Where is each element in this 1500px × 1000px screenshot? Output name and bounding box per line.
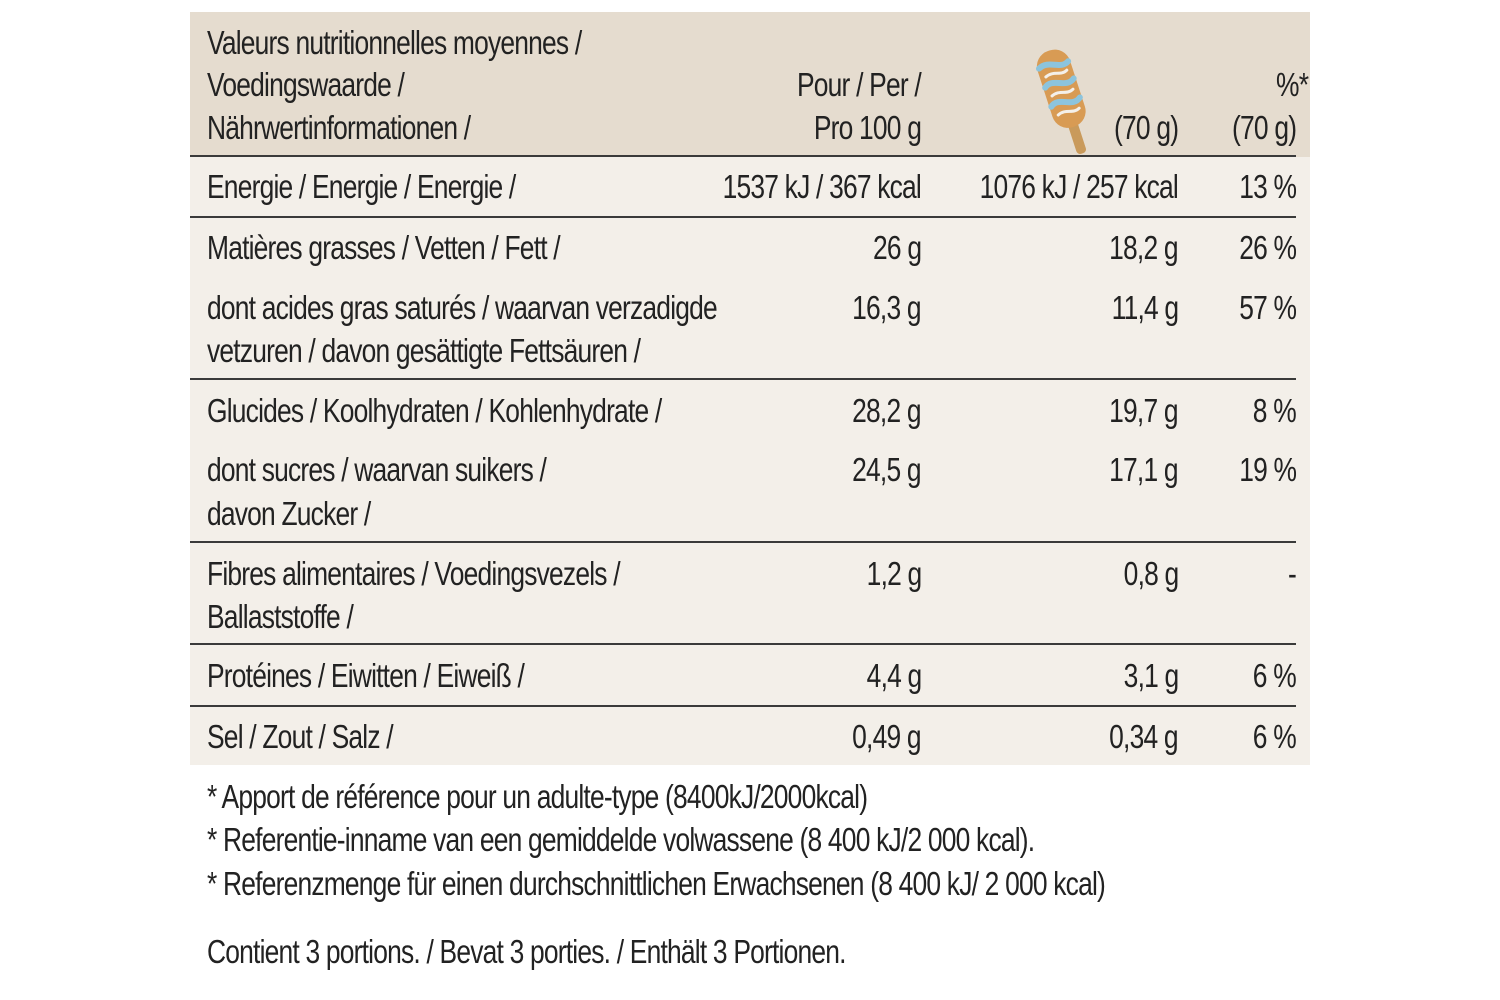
row-saturated-label-line-2: vetzuren / davon gesättigte Fettsäuren /: [207, 332, 641, 369]
row-fat-ri: 26 %: [1239, 229, 1296, 266]
header-ri-line-2: (70 g): [1231, 109, 1296, 146]
footnote-nl: * Referentie-inname van een gemiddelde volwassene (8 400 kJ/2 000 kcal).: [207, 821, 1035, 858]
header-divider: [190, 155, 1296, 157]
row-saturated-portion: 11,4 g: [1111, 289, 1178, 326]
row-carbs-portion: 19,7 g: [1109, 392, 1178, 429]
row-fibre-per100: 1,2 g: [866, 555, 921, 592]
row-sugars-portion: 17,1 g: [1109, 451, 1178, 488]
row-carbs-ri: 8 %: [1252, 392, 1296, 429]
row-saturated-label-line-1: dont acides gras saturés / waarvan verzadigde: [207, 289, 717, 326]
row-divider: [190, 378, 1296, 380]
header-ri-line-1: %*: [1275, 66, 1308, 103]
row-salt-label: Sel / Zout / Salz /: [207, 718, 393, 755]
row-fat-per100: 26 g: [872, 229, 921, 266]
header-label-line-3: Nährwertinformationen /: [207, 109, 471, 146]
row-fibre-label-line-1: Fibres alimentaires / Voedingsvezels /: [207, 555, 620, 592]
header-label-line-2: Voedingswaarde /: [207, 66, 405, 103]
row-fibre-label-line-2: Ballaststoffe /: [207, 598, 354, 635]
row-fat-portion: 18,2 g: [1109, 229, 1178, 266]
row-saturated-per100: 16,3 g: [852, 289, 921, 326]
portions-note: Contient 3 portions. / Bevat 3 porties. / Enthält 3 Portionen.: [207, 933, 846, 970]
row-protein-ri: 6 %: [1252, 657, 1296, 694]
row-divider: [190, 216, 1296, 218]
row-energy-per100: 1537 kJ / 367 kcal: [722, 168, 921, 205]
row-protein-per100: 4,4 g: [866, 657, 921, 694]
row-fibre-ri: -: [1288, 555, 1296, 592]
row-carbs-label: Glucides / Koolhydraten / Kohlenhydrate /: [207, 392, 662, 429]
row-energy-portion: 1076 kJ / 257 kcal: [979, 168, 1178, 205]
row-fat-label: Matières grasses / Vetten / Fett /: [207, 229, 560, 266]
row-divider: [190, 643, 1296, 645]
row-protein-portion: 3,1 g: [1123, 657, 1178, 694]
header-per100-line-2: Pro 100 g: [813, 109, 921, 146]
row-fibre-portion: 0,8 g: [1123, 555, 1178, 592]
header-label-line-1: Valeurs nutritionnelles moyennes /: [207, 24, 582, 61]
row-divider: [190, 705, 1296, 707]
footnote-de: * Referenzmenge für einen durchschnittlichen Erwachsenen (8 400 kJ/ 2 000 kcal): [207, 865, 1106, 902]
row-energy-label: Energie / Energie / Energie /: [207, 168, 516, 205]
row-sugars-label-line-1: dont sucres / waarvan suikers /: [207, 451, 547, 488]
row-protein-label: Protéines / Eiwitten / Eiweiß /: [207, 657, 525, 694]
row-energy-ri: 13 %: [1239, 168, 1296, 205]
header-portion-label: (70 g): [1113, 109, 1178, 146]
row-carbs-per100: 28,2 g: [852, 392, 921, 429]
row-sugars-per100: 24,5 g: [852, 451, 921, 488]
row-salt-portion: 0,34 g: [1109, 718, 1178, 755]
ice-cream-popsicle-icon: [1035, 42, 1095, 157]
header-per100-line-1: Pour / Per /: [797, 66, 921, 103]
row-saturated-ri: 57 %: [1239, 289, 1296, 326]
table-header: [190, 12, 1310, 157]
row-sugars-ri: 19 %: [1239, 451, 1296, 488]
row-salt-per100: 0,49 g: [852, 718, 921, 755]
row-sugars-label-line-2: davon Zucker /: [207, 495, 371, 532]
footnote-fr: * Apport de référence pour un adulte-type (8400kJ/2000kcal): [207, 778, 868, 815]
nutrition-table: [190, 12, 1310, 765]
row-salt-ri: 6 %: [1252, 718, 1296, 755]
row-divider: [190, 541, 1296, 543]
